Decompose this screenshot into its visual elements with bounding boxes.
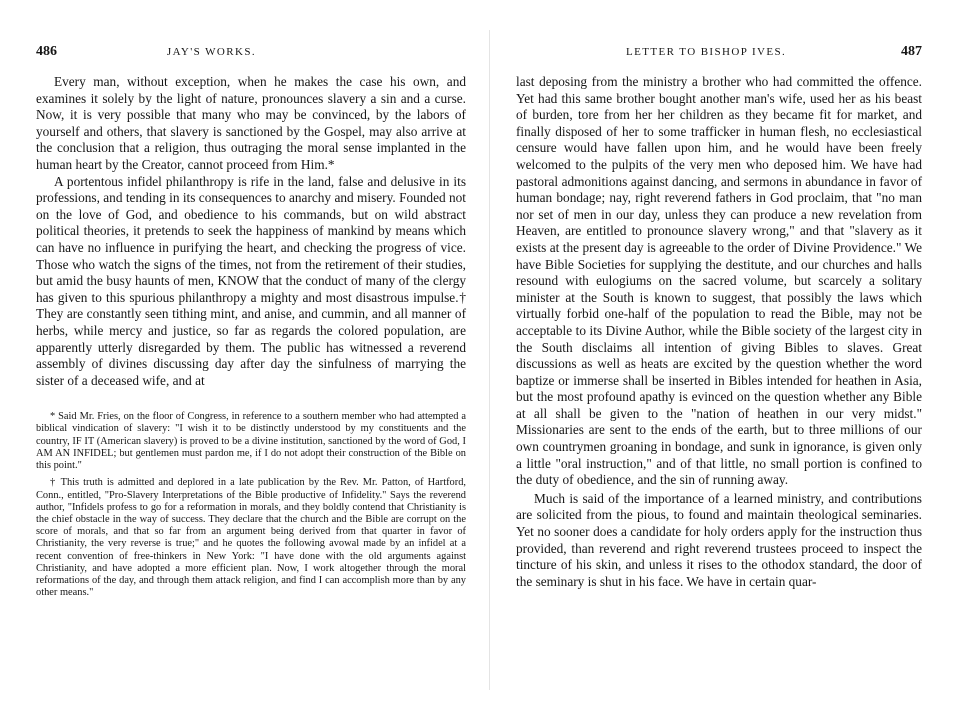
footnote: * Said Mr. Fries, on the floor of Congress, in reference to a southern member who had attempted a biblical vindication of slavery: "I wish it to be distinctly understood by my constituents and the country, IF IT (American slavery) is proved to be a divine institution, sanctioned by the word of God, I AM AN INFIDEL; but gentlemen must pardon me, if I do not adopt their construction of the Bible on this point." — [36, 411, 466, 472]
running-title-right: LETTER TO BISHOP IVES. — [626, 46, 787, 58]
page-number-right: 487 — [901, 44, 922, 59]
left-body-text — [36, 74, 466, 389]
footnotes — [36, 411, 466, 599]
running-title-left: JAY'S WORKS. — [166, 46, 256, 58]
running-head-right — [516, 44, 922, 64]
right-page — [490, 0, 980, 709]
page-number-left: 486 — [36, 44, 57, 59]
paragraph: A portentous infidel philanthropy is rife in the land, false and delusive in its professions, and tending in its consequences to anarchy and misery. Founded not on the love of God, and obedience to his commands, but on wild abstract political theories, it pretends to seek the happiness of mankind by means which can have no influence in purifying the heart, and checking the progress of vice. Those who watch the signs of the times, not from the retirement of their studies, but amid the busy haunts of men, KNOW that the conduct of many of the clergy has given to this spurious philanthropy a mighty and most disastrous impulse.† They are constantly seen tithing mint, and anise, and cummin, and all manner of herbs, while mercy and justice, so far as regards the colored population, are apparently utterly disregarded by them. The public has witnessed a reverend assembly of divines discussing day after day the sinfulness of marrying the sister of a deceased wife, and at — [36, 173, 466, 388]
paragraph: last deposing from the ministry a brother who had committed the offence. Yet had this same brother bought another man's wife, used her as his beast of burden, tore from her her children as they became fit for market, and finally disposed of her to some trafficker in human flesh, no ecclesiastical censure would have fallen upon him, and he would have been freely welcomed to the pulpits of the very men who deposed him. We have had pastoral admonitions against dancing, and sermons in abundance in favor of human bondage; nay, right reverend fathers in God proclaim, that "no man nor set of men in our day, unless they can produce a new revelation from Heaven, are entitled to pronounce slavery wrong," and that "slavery as it exists at the present day is agreeable to the order of Divine Providence." We have Bible Societies for supplying the destitute, and our churches and halls resound with eulogiums on the sacred volume, but scarcely a solitary minister at the South is known to suggest, that possibly the laws which virtually forbid one-half of the population to read the Bible, may not be acceptable to its Divine Author, while the Bible society of the largest city in the South disclaims all intention of giving Bibles to slaves. Great discussions as well as heats are excited by the question whether the word baptize or immerse shall be inserted in Bibles intended for heathen in Asia, but the most profound apathy is evinced on the question whether any Bible at all shall be given to the "nation of heathen in our very midst." Missionaries are sent to the ends of the earth, but to three millions of our own countrymen groaning in bondage, and sunk in ignorance, is given only a little "oral instruction," and of that little, no small portion is confined to the duty of obedience, and the sin of running away. — [516, 74, 922, 488]
paragraph: Much is said of the importance of a learned ministry, and contributions are solicited from the pious, to found and maintain theological seminaries. Yet no sooner does a candidate for holy orders apply for the instruction thus provided, than reverend and right reverend trustees proceed to inspect the tincture of his skin, and unless it rises to the othodox standard, the door of the seminary is shut in his face. We have in certain quar- — [516, 490, 922, 589]
footnote: † This truth is admitted and deplored in a late publication by the Rev. Mr. Patton, of Hartford, Conn., entitled, "Pro-Slavery Interpretations of the Bible productive of Infidelity." Says the reverend author, "Infidels profess to go for a reformation in morals, and they boldly contend that Christianity is the chief obstacle in the way of success. They declare that the church and the Bible are corrupt on the score of morals, and that so far from an argument being derived from that quarter in favor of Christianity, the very reverse is true;" and he quotes the following avowal made by an infidel at a recent convention of free-thinkers in New York: "I have done with the old arguments against Christianity, and have adopted a more efficient plan. Now, I work altogether through the moral reformations of the day, and through them attack religion, and find I can accomplish more than by any other means." — [36, 477, 466, 599]
paragraph: Every man, without exception, when he makes the case his own, and examines it solely by the light of nature, pronounces slavery a sin and a curse. Now, it is very possible that many who may be convinced, by the labors of yourself and others, that slavery is sanctioned by the Gospel, may also arrive at the conclusion that a religion, thus outraging the moral sense implanted in the human heart by the Creator, cannot proceed from Him.* — [36, 74, 466, 172]
running-head-left — [36, 44, 466, 64]
right-body-text — [516, 74, 922, 590]
